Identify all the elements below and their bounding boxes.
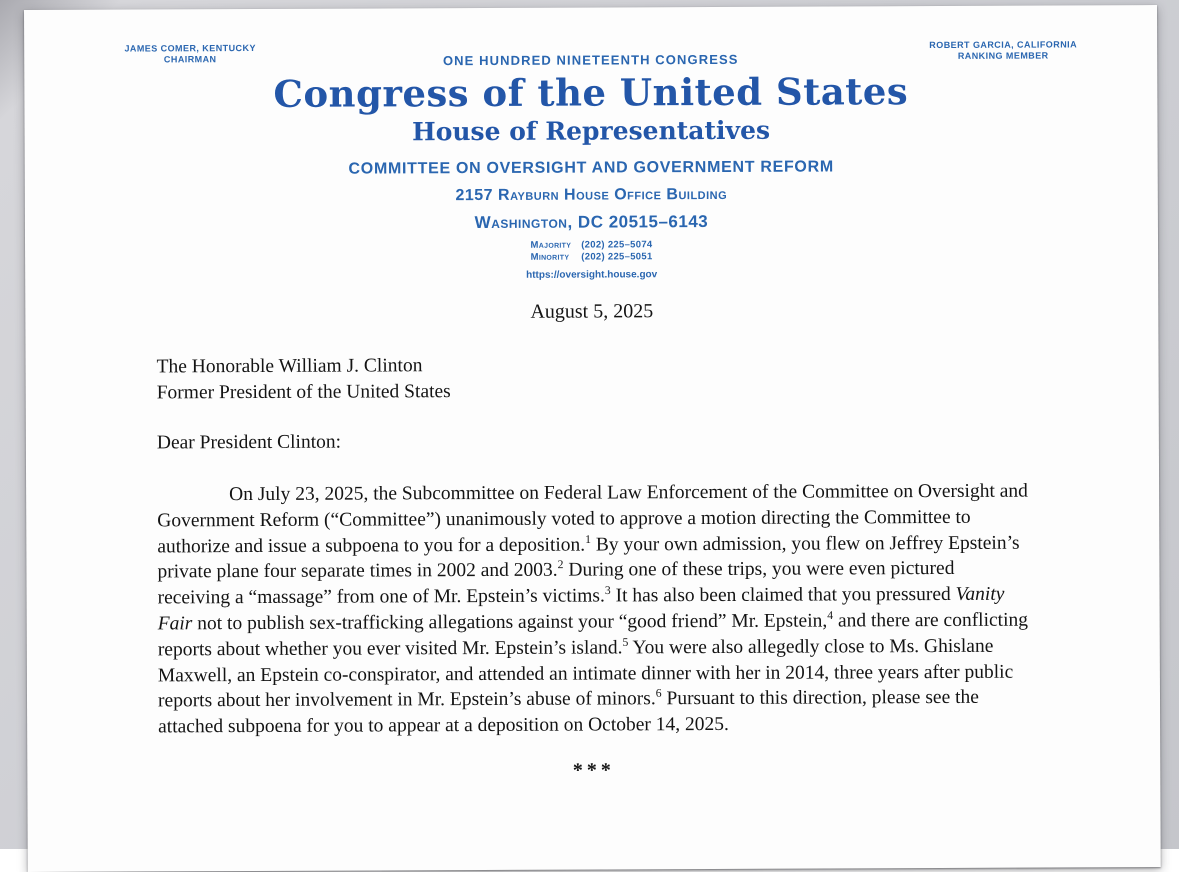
letter-body-paragraph: On July 23, 2025, the Subcommittee on Federal Law Enforcement of the Committee on Oversight and Government Reform (“Committee”) unanimously voted to approve a motion directing the Committee to authorize and issue a subpoena to you for a deposition.$^1$ By your own admission, you flew on Jeffrey Epstein’s private plane four separate times in 2002 and 2003.$^2$ During one of these trips, you were even pictured receiving a “massage” from one of Mr. Epstein’s victims.$^3$ It has also been claimed that you pressured Vanity Fair not to publish sex-trafficking allegations against your “good friend” Mr. Epstein,$^4$ and there are conflicting reports about whether you ever visited Mr. Epstein’s island.$^5$ You were also allegedly close to Ms. Ghislane Maxwell, an Epstein co-conspirator, and attended an intimate dinner with her in 2014, three years after public reports about her involvement in Mr. Epstein’s abuse of minors.$^6$ Pursuant to this direction, please see the attached subpoena for you to appear at a deposition on October 14, 2025. bbox=[157, 480, 1029, 738]
minority-phone-number: (202) 225–5051 bbox=[581, 251, 653, 263]
recipient-block bbox=[157, 350, 1159, 406]
committee-name: COMMITTEE ON OVERSIGHT AND GOVERNMENT REFORM bbox=[348, 158, 834, 178]
section-break-asterisks: *** bbox=[572, 759, 615, 782]
recipient-title: Former President of the United States bbox=[156, 381, 451, 404]
chairman-block bbox=[82, 43, 298, 66]
letter-page bbox=[24, 5, 1161, 872]
chairman-title: CHAIRMAN bbox=[163, 54, 217, 65]
ranking-member-block bbox=[876, 39, 1130, 62]
majority-phone-number: (202) 225–5074 bbox=[581, 239, 653, 251]
masthead-title: Congress of the United States bbox=[273, 69, 909, 116]
congress-session-line: ONE HUNDRED NINETEENTH CONGRESS bbox=[442, 51, 739, 69]
salutation: Dear President Clinton: bbox=[156, 431, 342, 454]
office-address: 2157 Rayburn House Office Building bbox=[455, 185, 728, 205]
chairman-name: JAMES COMER, KENTUCKY bbox=[124, 42, 256, 54]
minority-phone-label: Minority bbox=[530, 251, 570, 263]
ranking-member-name: ROBERT GARCIA, CALIFORNIA bbox=[929, 39, 1078, 51]
letter-date: August 5, 2025 bbox=[530, 300, 654, 323]
committee-website-url: https://oversight.house.gov bbox=[526, 269, 658, 281]
ranking-member-title: RANKING MEMBER bbox=[957, 50, 1049, 61]
masthead-subtitle: House of Representatives bbox=[411, 115, 771, 147]
majority-phone-label: Majority bbox=[530, 239, 572, 251]
recipient-name: The Honorable William J. Clinton bbox=[156, 355, 423, 378]
phone-block bbox=[531, 239, 653, 263]
city-address: Washington, DC 20515–6143 bbox=[474, 212, 709, 233]
